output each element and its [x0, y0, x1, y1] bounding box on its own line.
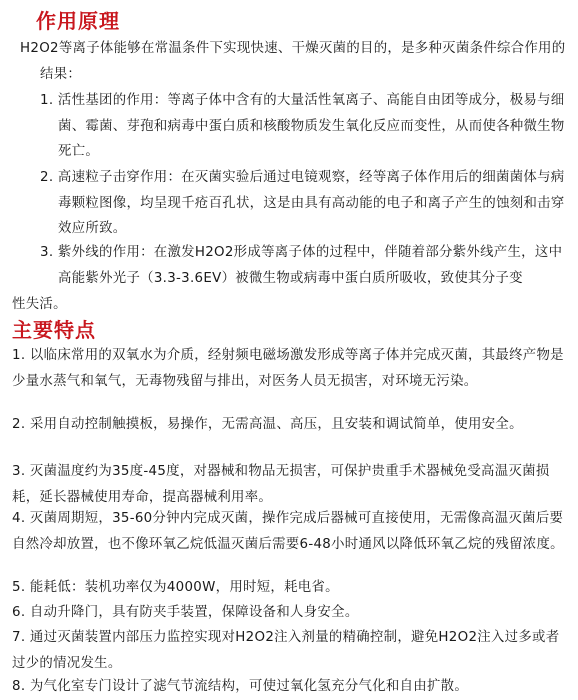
section-title-principle: 作用原理 — [36, 9, 120, 33]
principle-item-3-continued: 性失活。 — [12, 297, 67, 312]
principle-item-2: 2. 高速粒子击穿作用：在灭菌实验后通过电镜观察，经等离子体作用后的细菌菌体与病毒颗粒图像，均呈现千疮百孔状，这是由具有高动能的电子和离子产生的蚀刻和击穿效应所致。 — [40, 170, 565, 236]
feature-item-6: 6. 自动升降门，具有防夹手装置，保障设备和人身安全。 — [12, 605, 359, 620]
feature-item-2: 2. 采用自动控制触摸板，易操作，无需高温、高压，且安装和调试简单，使用安全。 — [12, 417, 523, 432]
principle-item-3: 3. 紫外线的作用：在激发H2O2形成等离子体的过程中，伴随着部分紫外线产生，这中高能紫外光子（3.3-3.6EV）被微生物或病毒中蛋白质所吸收，致使其分子变 — [40, 245, 563, 286]
feature-item-7: 7. 通过灭菌装置内部压力监控实现对H2O2注入剂量的精确控制，避免H2O2注入过多或者过少的情况发生。 — [12, 630, 560, 671]
section-title-features: 主要特点 — [12, 318, 96, 342]
principle-item-1: 1. 活性基团的作用：等离子体中含有的大量活性氧离子、高能自由团等成分，极易与细菌、霉菌、芽孢和病毒中蛋白质和核酸物质发生氧化反应而变性，从而使各种微生物死亡。 — [40, 93, 565, 159]
feature-item-4: 4. 灭菌周期短，35-60分钟内完成灭菌，操作完成后器械可直接使用，无需像高温灭菌后要自然冷却放置，也不像环氧乙烷低温灭菌后需要6-48小时通风以降低环氧乙烷的残留浓度。 — [12, 511, 564, 552]
feature-item-3: 3. 灭菌温度约为35度-45度，对器械和物品无损害，可保护贵重手术器械免受高温灭菌损耗，延长器械使用寿命，提高器械利用率。 — [12, 464, 550, 505]
principle-intro: H2O2等离子体能够在常温条件下实现快速、干燥灭菌的目的，是多种灭菌条件综合作用的结果： — [20, 41, 566, 82]
feature-item-8: 8. 为气化室专门设计了滤气节流结构，可使过氧化氢充分气化和自由扩散。 — [12, 679, 469, 694]
feature-item-5: 5. 能耗低：装机功率仅为4000W，用时短，耗电省。 — [12, 580, 339, 595]
feature-item-1: 1. 以临床常用的双氧水为介质，经射频电磁场激发形成等离子体并完成灭菌，其最终产物是少量水蒸气和氧气，无毒物残留与排出，对医务人员无损害，对环境无污染。 — [12, 348, 564, 389]
